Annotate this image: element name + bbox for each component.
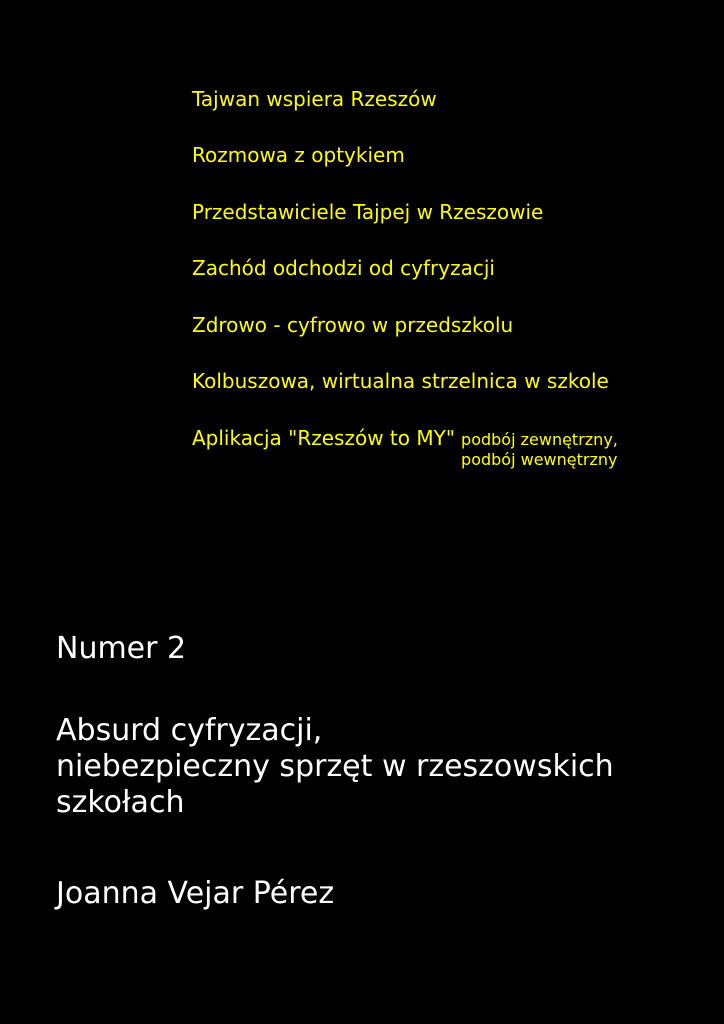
toc-item-subtitle	[461, 430, 618, 470]
toc-item	[192, 255, 495, 281]
toc-item	[192, 199, 543, 225]
issue-number: Numer 2	[56, 631, 187, 666]
title-line: niebezpieczny sprzęt w rzeszowskich	[56, 749, 614, 784]
toc-item-label: Przedstawiciele Tajpej w Rzeszowie	[192, 200, 544, 224]
toc-item-label: Aplikacja "Rzeszów to MY"	[192, 426, 456, 450]
toc-item-subtitle-line: podbój zewnętrzny,	[461, 430, 618, 449]
toc-item-label: Zachód odchodzi od cyfryzacji	[192, 256, 495, 280]
publication-title	[56, 713, 614, 821]
toc-item	[192, 368, 609, 394]
toc-item	[192, 312, 513, 338]
toc-item-label: Rozmowa z optykiem	[192, 143, 405, 167]
toc-item	[192, 425, 618, 470]
toc-item	[192, 142, 405, 168]
toc-item-subtitle-line: podbój wewnętrzny	[461, 450, 618, 469]
toc-item-label: Tajwan wspiera Rzeszów	[192, 87, 437, 111]
author-name: Joanna Vejar Pérez	[56, 876, 335, 911]
title-line: Absurd cyfryzacji,	[56, 713, 323, 748]
toc-item	[192, 86, 437, 112]
title-line: szkołach	[56, 785, 185, 820]
toc-item-label: Kolbuszowa, wirtualna strzelnica w szkole	[192, 369, 609, 393]
toc-item-label: Zdrowo - cyfrowo w przedszkolu	[192, 313, 514, 337]
